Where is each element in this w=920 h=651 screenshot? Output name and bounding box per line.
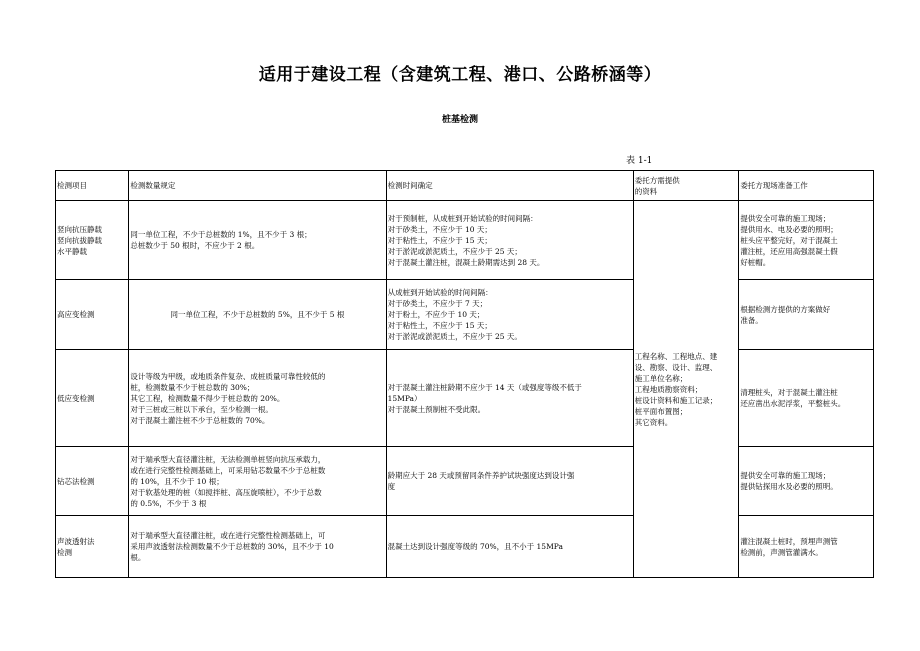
- table-row: [56, 447, 874, 516]
- row-quantity: 设计等级为甲级，或地质条件复杂、成桩质量可靠性较低的 桩，检测数量不少于桩总数的 30%； 其它工程，检测数量不得少于桩总数的 20%。 对于三桩或三桩以下承台，至少检测一根。 对于混凝土灌注桩不少于总桩数的 70%。: [129, 350, 386, 447]
- header-quantity: 检测数量规定: [129, 171, 386, 201]
- row-prep: 根据检测方提供的方案做好 准备。: [739, 280, 874, 350]
- table-row: [56, 201, 874, 280]
- row-time: 对于混凝土灌注桩龄期不应少于 14 天（或强度等级不低于 15MPa） 对于混凝土预制桩不受此限。: [386, 350, 633, 447]
- table-header-row: [56, 171, 874, 201]
- header-site-prep: 委托方现场准备工作: [739, 171, 874, 201]
- row-time: 龄期应大于 28 天或预留同条件养护试块强度达到设计强 度: [386, 447, 633, 516]
- row-item: 低应变检测: [56, 350, 129, 447]
- row-quantity: 对于端承型大直径灌注桩，或在进行完整性检测基础上，可 采用声波透射法检测数量不少于总桩数的 30%，且不少于 10 根。: [129, 516, 386, 578]
- table-row: [56, 516, 874, 578]
- row-quantity: 同一单位工程，不少于总桩数的 5%，且不少于 5 根: [129, 280, 386, 350]
- table-row: [56, 350, 874, 447]
- header-item: 检测项目: [56, 171, 129, 201]
- row-item: 声波透射法 检测: [56, 516, 129, 578]
- row-quantity: 对于端承型大直径灌注桩，无法检测单桩竖向抗压承载力， 或在进行完整性检测基础上，可采用钻芯数量不少于总桩数 的 10%，且不少于 10 根； 对于软基处理的桩（如搅拌桩、高压旋喷桩），不少于总数 的 0.5%，不少于 3 根: [129, 447, 386, 516]
- header-time: 检测时间确定: [386, 171, 633, 201]
- row-prep: 清理桩头，对于混凝土灌注桩 还应凿出水泥浮浆，平整桩头。: [739, 350, 874, 447]
- table-row: [56, 280, 874, 350]
- row-item: 钻芯法检测: [56, 447, 129, 516]
- section-subtitle: 桩基检测: [441, 115, 478, 125]
- page-title: 适用于建设工程（含建筑工程、港口、公路桥涵等）: [258, 65, 662, 85]
- row-prep: 灌注混凝土桩时，预埋声测管 检测前，声测管灌满水。: [739, 516, 874, 578]
- header-client-docs: 委托方需提供 的资料: [633, 171, 739, 201]
- row-time: 对于预制桩，从成桩到开始试验的时间间隔： 对于砂类土，不应少于 10 天； 对于粘性土，不应少于 15 天； 对于淤泥或淤泥质土，不应少于 25 天； 对于混凝土灌注桩，混凝土龄期需达到 28 天。: [386, 201, 633, 280]
- row-item: 高应变检测: [56, 280, 129, 350]
- row-item: 竖向抗压静载 竖向抗拔静载 水平静载: [56, 201, 129, 280]
- pile-testing-table: [55, 170, 874, 578]
- row-prep: 提供安全可靠的施工现场； 提供钻探用水及必要的照明。: [739, 447, 874, 516]
- row-prep: 提供安全可靠的施工现场； 提供用水、电及必要的照明； 桩头应平整完好，对于混凝土 灌注桩，还应用高强混凝土假 好桩帽。: [739, 201, 874, 280]
- row-time: 从成桩到开始试验的时间间隔： 对于砂类土，不应少于 7 天； 对于粉土，不应少于 10 天； 对于粘性土，不应少于 15 天； 对于淤泥或淤泥质土，不应少于 25 天。: [386, 280, 633, 350]
- row-time: 混凝土达到设计强度等级的 70%，且不小于 15MPa: [386, 516, 633, 578]
- table-number: 表 1-1: [626, 156, 653, 166]
- client-docs-cell: 工程名称、工程地点、建 设、勘察、设计、监理、 施工单位名称； 工程地质勘察资料； 桩设计资料和施工记录； 桩平面布置图； 其它资料。: [633, 201, 739, 578]
- row-quantity: 同一单位工程，不少于总桩数的 1%，且不少于 3 根； 总桩数少于 50 根时，不应少于 2 根。: [129, 201, 386, 280]
